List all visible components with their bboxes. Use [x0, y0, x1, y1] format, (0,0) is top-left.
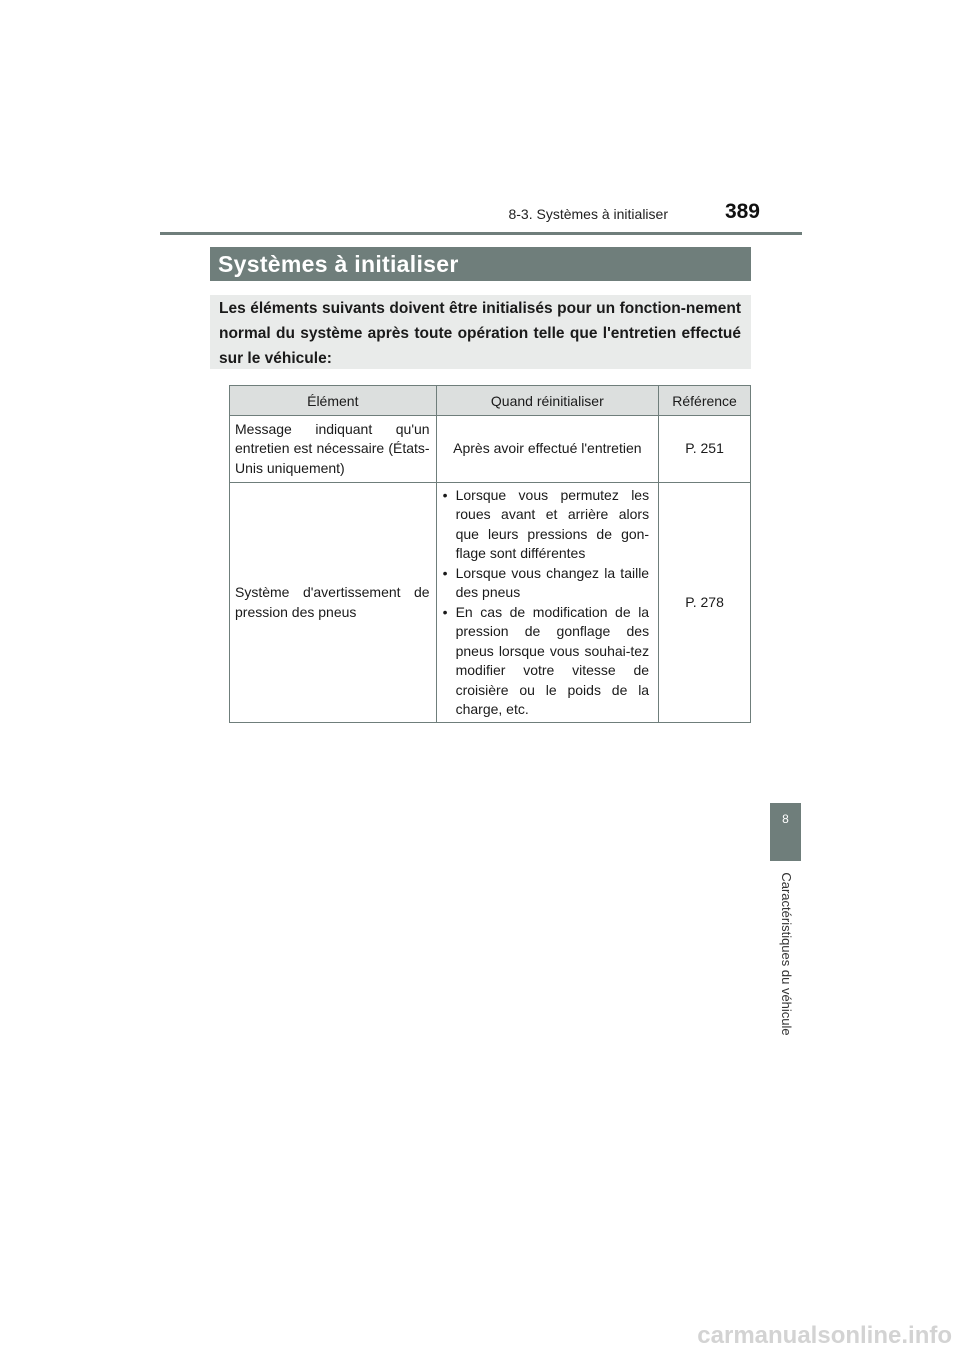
cell-element: Message indiquant qu'un entretien est nécessaire (États-Unis uniquement): [230, 416, 437, 483]
when-list: [437, 486, 659, 720]
list-item-text: En cas de modification de la pression de gonflage des pneus lorsque vous souhai-tez modifier votre vitesse de croisière ou le poids de la charge, etc.: [455, 603, 650, 717]
chapter-tab-label: Caractéristiques du véhicule: [779, 872, 794, 1036]
header-section-title: 8-3. Systèmes à initialiser: [508, 206, 668, 222]
column-header-element: Élément: [230, 386, 437, 416]
bullet-icon: •: [442, 603, 448, 620]
list-item-text: Lorsque vous permutez les roues avant et arrière alors que leurs pressions de gon-flage sont différentes: [455, 486, 650, 561]
list-item: [443, 603, 650, 720]
page-number: 389: [724, 200, 760, 223]
intro-box: [210, 295, 751, 369]
watermark: carmanualsonline.info: [697, 1322, 952, 1349]
section-title: Systèmes à initialiser: [210, 247, 751, 281]
column-header-when: Quand réinitialiser: [436, 386, 659, 416]
list-item: [443, 564, 650, 603]
list-item-text: Lorsque vous changez la taille des pneus: [455, 564, 650, 600]
table-header-row: [230, 386, 751, 416]
column-header-reference: Référence: [659, 386, 751, 416]
list-item: [443, 486, 650, 564]
table-row: [230, 483, 751, 723]
cell-reference: P. 278: [659, 483, 751, 723]
cell-reference: P. 251: [659, 416, 751, 483]
reset-systems-table: [229, 385, 751, 723]
chapter-tab: 8: [770, 803, 801, 861]
cell-element: Système d'avertissement de pression des pneus: [230, 483, 437, 723]
header-divider: [160, 232, 802, 235]
bullet-icon: •: [442, 486, 448, 503]
cell-when: [436, 483, 659, 723]
intro-text: Les éléments suivants doivent être initialisés pour un fonction-nement normal du système après toute opération telle que l'entretien effectué sur le véhicule:: [219, 300, 741, 367]
bullet-icon: •: [442, 564, 448, 581]
table-row: [230, 416, 751, 483]
cell-when: Après avoir effectué l'entretien: [436, 416, 659, 483]
